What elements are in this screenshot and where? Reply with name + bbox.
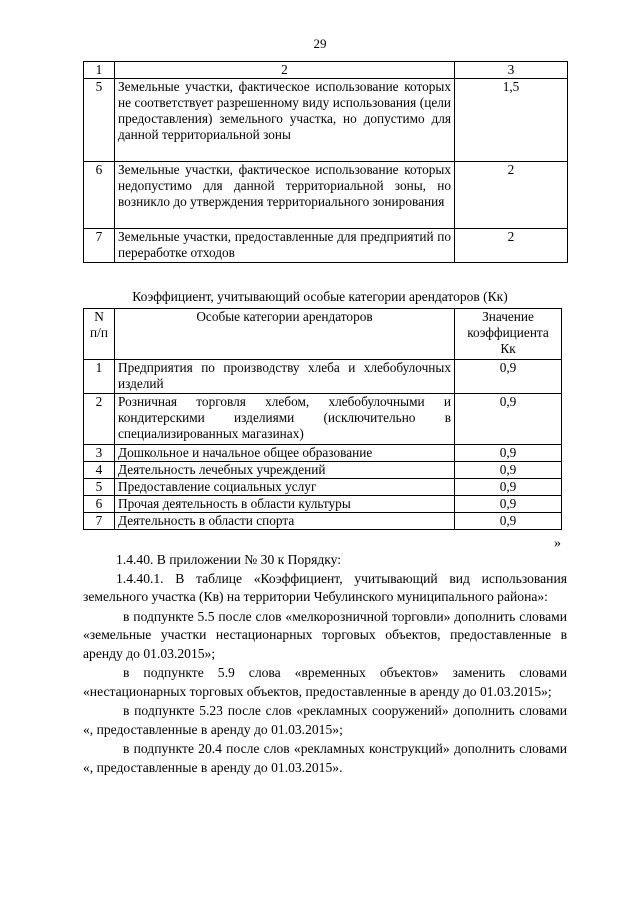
row-text: Предприятия по производству хлеба и хлебобулочных изделий (115, 360, 455, 394)
row-number: 6 (84, 496, 115, 513)
row-number: 7 (84, 229, 115, 263)
row-value: 0,9 (455, 513, 562, 530)
table-header-row (84, 309, 562, 360)
row-number: 7 (84, 513, 115, 530)
row-value: 0,9 (455, 496, 562, 513)
table-row (84, 513, 562, 530)
table-row (84, 462, 562, 479)
row-value: 0,9 (455, 394, 562, 445)
table-caption: Коэффициент, учитывающий особые категории арендаторов (Кк) (132, 289, 508, 304)
row-value: 1,5 (455, 79, 568, 162)
row-number: 5 (84, 79, 115, 162)
row-value: 0,9 (455, 360, 562, 394)
table-row (84, 496, 562, 513)
row-text: Предоставление социальных услуг (115, 479, 455, 496)
row-text: Розничная торговля хлебом, хлебобулочными и кондитерскими изделиями (исключительно в специализированных магазинах) (115, 394, 455, 445)
row-text: Деятельность в области спорта (115, 513, 455, 530)
table-row (84, 479, 562, 496)
paragraph: в подпункте 5.9 слова «временных объектов» заменить словами «нестационарных торговых объектов, предоставленные в аренду до 01.03.2015»; (83, 665, 567, 699)
row-text: Дошкольное и начальное общее образование (115, 445, 455, 462)
row-value: 2 (455, 229, 568, 263)
header-value: Значение коэффициента Кк (455, 309, 562, 360)
paragraph: в подпункте 20.4 после слов «рекламных конструкций» дополнить словами «, предоставленные в аренду до 01.03.2015». (83, 741, 567, 775)
row-value: 2 (455, 162, 568, 229)
paragraph: в подпункте 5.5 после слов «мелкорозничной торговли» дополнить словами «земельные участки нестационарных торговых объектов, предоставленные в аренду до 01.03.2015»; (83, 608, 567, 661)
row-text: Земельные участки, фактическое использование которых недопустимо для данной территориальной зоны, но возникло до утверждения территориального зонирования (115, 162, 455, 229)
row-number: 1 (84, 360, 115, 394)
row-text: Прочая деятельность в области культуры (115, 496, 455, 513)
table-row (84, 360, 562, 394)
table-row (84, 162, 568, 229)
table-row (84, 394, 562, 445)
page-number: 29 (313, 36, 327, 51)
row-number: 4 (84, 462, 115, 479)
paragraph: 1.4.40. В приложении № 30 к Порядку: (116, 552, 342, 567)
paragraph: в подпункте 5.23 после слов «рекламных сооружений» дополнить словами «, предоставленные в аренду до 01.03.2015»; (83, 703, 567, 737)
row-value: 0,9 (455, 462, 562, 479)
closing-quote: » (554, 536, 561, 551)
paragraph: 1.4.40.1. В таблице «Коэффициент, учитывающий вид использования земельного участка (Кв) на территории Чебулинского муниципального района»: (83, 570, 567, 604)
header-cell: 3 (455, 62, 568, 79)
row-text: Земельные участки, предоставленные для предприятий по переработке отходов (115, 229, 455, 263)
table-row (84, 229, 568, 263)
row-value: 0,9 (455, 479, 562, 496)
header-category: Особые категории арендаторов (115, 309, 455, 360)
table-row (84, 445, 562, 462)
header-num: N п/п (84, 309, 115, 360)
row-value: 0,9 (455, 445, 562, 462)
row-text: Деятельность лечебных учреждений (115, 462, 455, 479)
table-header-row (84, 62, 568, 79)
row-number: 3 (84, 445, 115, 462)
tenant-categories-table (83, 308, 562, 530)
row-number: 2 (84, 394, 115, 445)
row-text: Земельные участки, фактическое использование которых не соответствует разрешенному виду использования (цели предоставления) земельного участка, но допустимо для данной территориальной зоны (115, 79, 455, 162)
table-row (84, 79, 568, 162)
row-number: 6 (84, 162, 115, 229)
header-cell: 2 (115, 62, 455, 79)
body-text (83, 551, 567, 777)
row-number: 5 (84, 479, 115, 496)
land-use-table (83, 61, 568, 263)
header-cell: 1 (84, 62, 115, 79)
